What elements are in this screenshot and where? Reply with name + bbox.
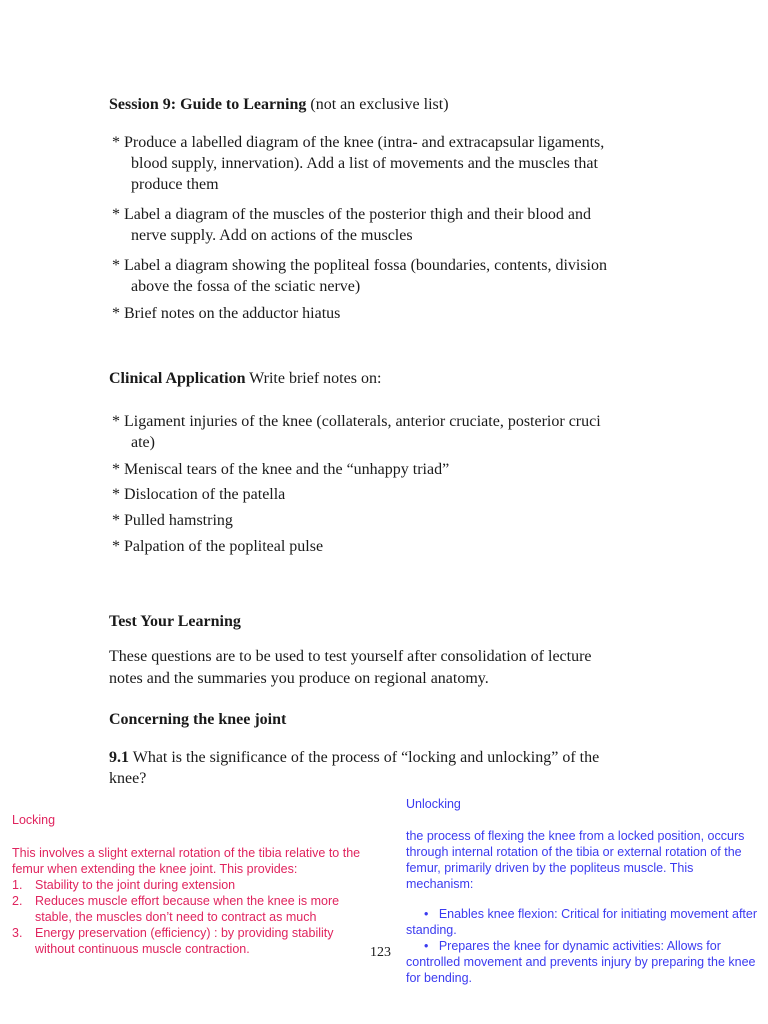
clinical-item-text: * Pulled hamstring bbox=[112, 512, 233, 529]
session-item-text: * Brief notes on the adductor hiatus bbox=[112, 305, 341, 322]
clinical-heading-note: Write brief notes on: bbox=[245, 370, 382, 387]
session-item bbox=[112, 303, 672, 324]
session-heading bbox=[109, 94, 449, 115]
test-heading: Test Your Learning bbox=[109, 613, 241, 630]
session-item-text: above the fossa of the sciatic nerve) bbox=[131, 278, 361, 295]
clinical-item-text: * Ligament injuries of the knee (collaterals, anterior cruciate, posterior cruci bbox=[112, 413, 601, 430]
clinical-item-text: ate) bbox=[131, 434, 155, 451]
page-number: 123 bbox=[370, 945, 391, 960]
session-item bbox=[112, 132, 672, 195]
session-item-text: produce them bbox=[131, 176, 219, 193]
question-number: 9.1 bbox=[109, 749, 129, 766]
list-number: 3. bbox=[12, 926, 23, 940]
locking-list-item bbox=[12, 925, 374, 957]
question-text-cont: knee? bbox=[109, 770, 147, 787]
session-item-text: blood supply, innervation). Add a list of movements and the muscles that bbox=[131, 155, 598, 172]
session-item bbox=[112, 204, 672, 246]
session-heading-note: (not an exclusive list) bbox=[306, 96, 449, 113]
session-item-text: * Label a diagram showing the popliteal fossa (boundaries, contents, division bbox=[112, 257, 607, 274]
clinical-item bbox=[112, 484, 672, 505]
unlocking-title: Unlocking bbox=[406, 797, 461, 811]
clinical-item-text: * Dislocation of the patella bbox=[112, 486, 286, 503]
unlocking-intro: the process of flexing the knee from a locked position, occurs through internal rotation of the tibia or external rotation of the femur, primarily driven by the popliteus muscle. This mechanism: bbox=[406, 829, 745, 891]
question-9-1 bbox=[109, 747, 599, 768]
question-text: What is the significance of the process of “locking and unlocking” of the bbox=[129, 749, 600, 766]
clinical-heading bbox=[109, 368, 381, 389]
test-paragraph-line: notes and the summaries you produce on regional anatomy. bbox=[109, 670, 489, 687]
list-text: Prepares the knee for dynamic activities: Allows for controlled movement and prevents injury by preparing the knee for bending. bbox=[406, 939, 756, 985]
clinical-item bbox=[112, 510, 672, 531]
locking-title: Locking bbox=[12, 813, 56, 827]
locking-list-item bbox=[12, 893, 374, 925]
locking-intro: This involves a slight external rotation of the tibia relative to the femur when extending the knee joint. This provides: bbox=[12, 846, 361, 876]
list-text: Reduces muscle effort because when the knee is more stable, the muscles don’t need to contract as much bbox=[35, 894, 340, 924]
unlocking-list-item bbox=[406, 906, 762, 938]
list-number: 1. bbox=[12, 878, 23, 892]
clinical-item bbox=[112, 536, 672, 557]
list-text: Energy preservation (efficiency) : by providing stability without continuous muscle contraction. bbox=[35, 926, 334, 956]
locking-list bbox=[12, 877, 374, 957]
list-text: Stability to the joint during extension bbox=[35, 878, 236, 892]
session-item-text: * Label a diagram of the muscles of the posterior thigh and their blood and bbox=[112, 206, 591, 223]
session-item bbox=[112, 255, 672, 297]
knee-joint-subheading: Concerning the knee joint bbox=[109, 711, 287, 728]
session-item-text: * Produce a labelled diagram of the knee (intra- and extracapsular ligaments, bbox=[112, 134, 605, 151]
clinical-item bbox=[112, 411, 672, 453]
session-item-text: nerve supply. Add on actions of the muscles bbox=[131, 227, 413, 244]
unlocking-list-item bbox=[406, 938, 762, 986]
clinical-item bbox=[112, 459, 672, 480]
locking-list-item bbox=[12, 877, 374, 893]
clinical-heading-title: Clinical Application bbox=[109, 370, 246, 387]
unlocking-list bbox=[406, 906, 762, 986]
clinical-item-text: * Palpation of the popliteal pulse bbox=[112, 538, 324, 555]
session-heading-title: Session 9: Guide to Learning bbox=[109, 96, 307, 113]
list-text: Enables knee flexion: Critical for initiating movement after standing. bbox=[406, 907, 758, 937]
bullet-dot: • bbox=[424, 907, 429, 921]
test-paragraph-line: These questions are to be used to test yourself after consolidation of lecture bbox=[109, 648, 592, 665]
bullet-dot: • bbox=[424, 939, 429, 953]
clinical-item-text: * Meniscal tears of the knee and the “unhappy triad” bbox=[112, 461, 450, 478]
list-number: 2. bbox=[12, 894, 23, 908]
